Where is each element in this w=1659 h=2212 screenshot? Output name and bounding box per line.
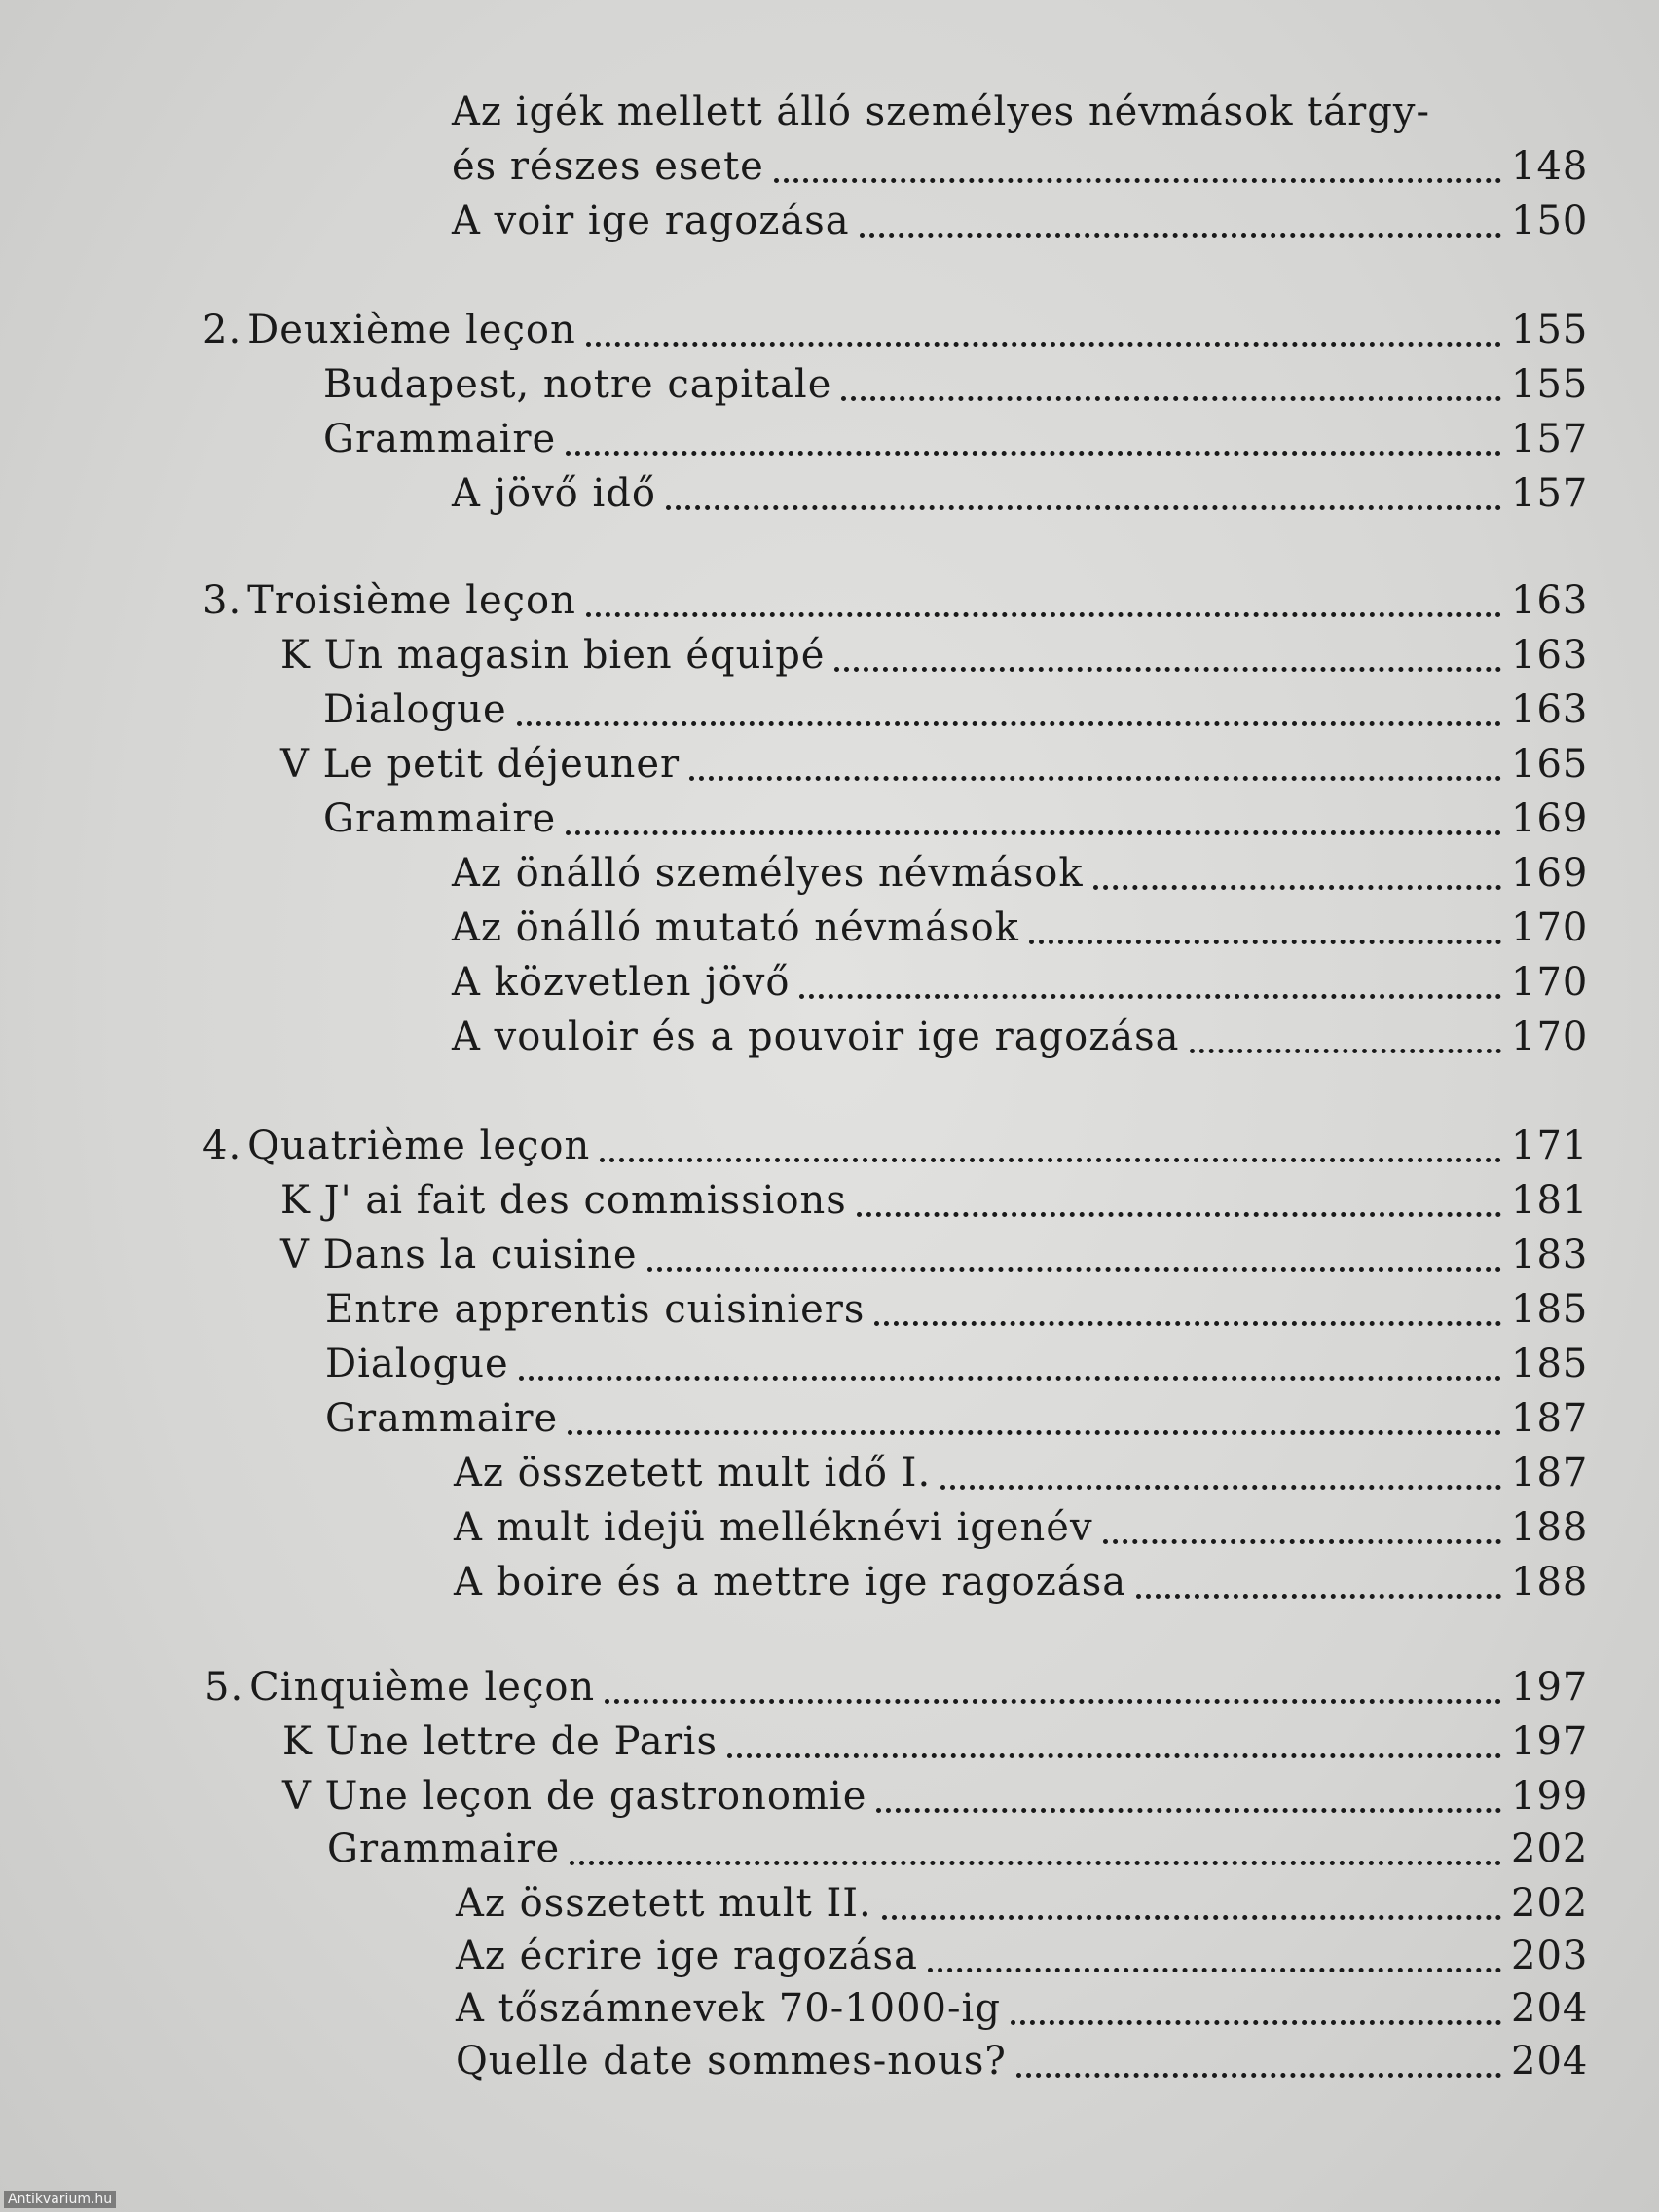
entry-page-number: 165: [1511, 742, 1589, 787]
leader-dots: [882, 1915, 1501, 1920]
entry-title: Quelle date sommes-nous?: [456, 2039, 1007, 2083]
entry-title: K Un magasin bien équipé: [280, 633, 826, 678]
chapter-number: 4.: [203, 1124, 242, 1168]
toc-entry: [454, 1451, 1589, 1505]
toc-entry: [323, 417, 1589, 471]
toc-entry: [280, 633, 1589, 687]
entry-page-number: 202: [1511, 1826, 1589, 1871]
entry-title: K Une lettre de Paris: [282, 1719, 718, 1764]
entry-title: A közvetlen jövő: [452, 960, 791, 1005]
entry-title: Az önálló személyes névmások: [452, 851, 1084, 896]
entry-page-number: 155: [1511, 362, 1589, 407]
toc-entry: [325, 1396, 1589, 1451]
leader-dots: [1136, 1594, 1501, 1599]
entry-page-number: 183: [1511, 1233, 1589, 1277]
toc-entry: [452, 471, 1589, 526]
entry-page-number: 185: [1511, 1342, 1589, 1386]
leader-dots: [586, 612, 1501, 617]
toc-entry: [323, 362, 1589, 417]
entry-page-number: 188: [1511, 1560, 1589, 1604]
entry-title: Budapest, notre capitale: [323, 362, 832, 407]
leader-dots: [1093, 885, 1501, 890]
entry-title: és részes esete: [452, 144, 764, 189]
entry-page-number: 163: [1511, 578, 1589, 623]
entry-page-number: 171: [1511, 1124, 1589, 1168]
toc-entry: [454, 1560, 1589, 1614]
toc-entry: [456, 1934, 1589, 1988]
toc-entry: [454, 1505, 1589, 1560]
leader-dots: [586, 342, 1501, 347]
entry-title: Az önálló mutató névmások: [452, 905, 1019, 950]
entry-page-number: 170: [1511, 1014, 1589, 1059]
toc-entry: [456, 2039, 1589, 2093]
leader-dots: [570, 1861, 1501, 1865]
toc-chapter: [203, 308, 1589, 362]
entry-page-number: 203: [1511, 1934, 1589, 1978]
leader-dots: [874, 1321, 1501, 1326]
entry-page-number: 188: [1511, 1505, 1589, 1550]
entry-title: Az igék mellett álló személyes névmások tárgy-: [452, 90, 1430, 134]
entry-title: A mult idejü melléknévi igenév: [454, 1505, 1093, 1550]
toc-entry: [327, 1826, 1589, 1881]
entry-title: Grammaire: [323, 417, 557, 461]
toc-entry: [280, 1178, 1589, 1233]
entry-title: Quatrième leçon: [247, 1124, 591, 1168]
entry-title: A jövő idő: [452, 471, 656, 516]
entry-page-number: 197: [1511, 1719, 1589, 1764]
entry-page-number: 187: [1511, 1451, 1589, 1495]
leader-dots: [799, 994, 1501, 999]
entry-title: A boire és a mettre ige ragozása: [454, 1560, 1127, 1604]
entry-page-number: 202: [1511, 1881, 1589, 1926]
leader-dots: [928, 1968, 1501, 1972]
entry-title: A tőszámnevek 70-1000-ig: [456, 1986, 1001, 2031]
chapter-number: 3.: [203, 578, 242, 623]
toc-entry: [325, 1287, 1589, 1342]
entry-title: Cinquième leçon: [249, 1665, 596, 1710]
leader-dots: [517, 721, 1501, 726]
leader-dots: [727, 1753, 1501, 1758]
entry-page-number: 204: [1511, 1986, 1589, 2031]
entry-page-number: 199: [1511, 1774, 1589, 1819]
leader-dots: [857, 1212, 1501, 1217]
toc-entry: [456, 1986, 1589, 2041]
leader-dots: [605, 1699, 1501, 1704]
entry-title: V Le petit déjeuner: [280, 742, 681, 787]
toc-entry: [323, 796, 1589, 851]
toc-entry: [452, 851, 1589, 905]
leader-dots: [1011, 2020, 1501, 2025]
leader-dots: [834, 667, 1501, 672]
entry-page-number: 170: [1511, 905, 1589, 950]
entry-title: Deuxième leçon: [247, 308, 576, 352]
entry-page-number: 150: [1511, 199, 1589, 243]
toc-entry: [452, 960, 1589, 1014]
watermark: Antikvarium.hu: [4, 2191, 116, 2208]
leader-dots: [1016, 2073, 1501, 2078]
entry-title: V Une leçon de gastronomie: [282, 1774, 867, 1819]
toc-entry: [280, 1233, 1589, 1287]
toc-entry: [456, 1881, 1589, 1936]
chapter-number: 2.: [203, 308, 242, 352]
entry-title: K J' ai fait des commissions: [280, 1178, 847, 1223]
entry-page-number: 169: [1511, 796, 1589, 841]
entry-title: V Dans la cuisine: [280, 1233, 638, 1277]
toc-entry: [452, 144, 1589, 199]
entry-page-number: 157: [1511, 417, 1589, 461]
entry-page-number: 163: [1511, 687, 1589, 732]
toc-chapter: [203, 1124, 1589, 1178]
leader-dots: [841, 396, 1501, 401]
entry-page-number: 170: [1511, 960, 1589, 1005]
toc-entry: [282, 1719, 1589, 1774]
entry-page-number: 157: [1511, 471, 1589, 516]
leader-dots: [940, 1485, 1501, 1490]
leader-dots: [568, 1430, 1501, 1435]
leader-dots: [1103, 1539, 1501, 1544]
entry-page-number: 185: [1511, 1287, 1589, 1332]
entry-page-number: 163: [1511, 633, 1589, 678]
leader-dots: [689, 776, 1501, 781]
leader-dots: [666, 505, 1501, 510]
entry-page-number: 197: [1511, 1665, 1589, 1710]
leader-dots: [1029, 940, 1501, 944]
toc-chapter: [203, 578, 1589, 633]
entry-title: Troisième leçon: [247, 578, 576, 623]
toc-entry: [452, 199, 1589, 253]
leader-dots: [566, 451, 1501, 456]
entry-title: Dialogue: [325, 1342, 509, 1386]
entry-title: A vouloir és a pouvoir ige ragozása: [452, 1014, 1180, 1059]
entry-page-number: 155: [1511, 308, 1589, 352]
toc-entry: [280, 742, 1589, 796]
leader-dots: [600, 1158, 1501, 1162]
toc-entry: [282, 1774, 1589, 1828]
toc-entry: [452, 1014, 1589, 1069]
entry-title: Grammaire: [327, 1826, 561, 1871]
leader-dots: [774, 178, 1501, 183]
leader-dots: [1190, 1049, 1501, 1053]
entry-page-number: 204: [1511, 2039, 1589, 2083]
leader-dots: [876, 1808, 1501, 1813]
entry-title: A voir ige ragozása: [452, 199, 850, 243]
leader-dots: [519, 1376, 1501, 1381]
chapter-number: 5.: [204, 1665, 244, 1710]
entry-page-number: 181: [1511, 1178, 1589, 1223]
entry-page-number: 187: [1511, 1396, 1589, 1441]
leader-dots: [860, 233, 1501, 238]
toc-chapter: [204, 1665, 1589, 1719]
entry-title: Dialogue: [323, 687, 507, 732]
toc-entry: [325, 1342, 1589, 1396]
entry-page-number: 169: [1511, 851, 1589, 896]
toc-entry: [452, 90, 1581, 144]
entry-title: Entre apprentis cuisiniers: [325, 1287, 866, 1332]
entry-title: Az összetett mult idő I.: [454, 1451, 932, 1495]
leader-dots: [566, 830, 1501, 835]
entry-page-number: 148: [1511, 144, 1589, 189]
entry-title: Grammaire: [323, 796, 557, 841]
entry-title: Az összetett mult II.: [456, 1881, 872, 1926]
toc-entry: [323, 687, 1589, 742]
entry-title: Grammaire: [325, 1396, 559, 1441]
leader-dots: [647, 1267, 1501, 1272]
entry-title: Az écrire ige ragozása: [456, 1934, 918, 1978]
toc-entry: [452, 905, 1589, 960]
